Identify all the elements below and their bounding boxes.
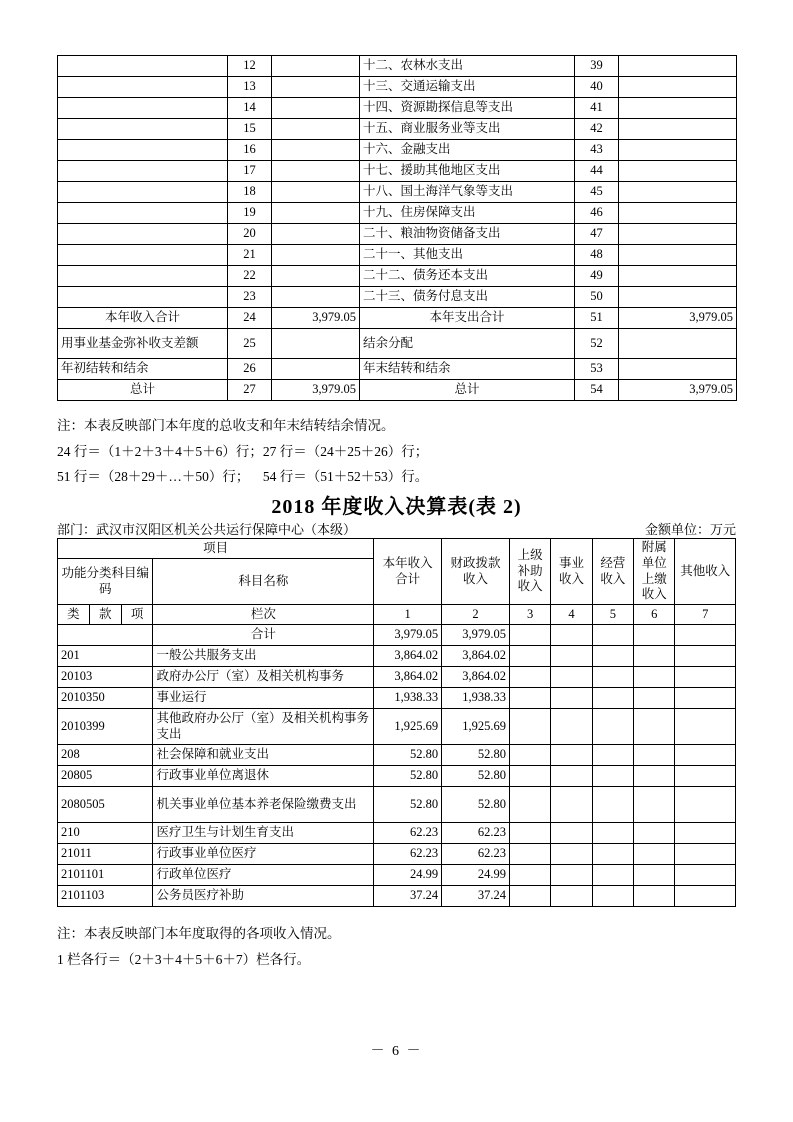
t1-left-amount (272, 140, 360, 161)
t2-total: 3,979.05 (374, 625, 442, 646)
t1-left-label (58, 245, 228, 266)
t1-right-amount (619, 329, 737, 359)
t1-left-label: 用事业基金弥补收支差额 (58, 329, 228, 359)
t2-other (675, 745, 736, 766)
t2-operating (592, 745, 633, 766)
t1-left-no: 16 (228, 140, 272, 161)
t1-left-no: 13 (228, 77, 272, 98)
t2-other (675, 865, 736, 886)
t1-right-amount (619, 287, 737, 308)
col-number: 1 (374, 605, 442, 625)
col-number: 5 (592, 605, 633, 625)
table2-header-row-3 (58, 605, 736, 625)
header-col-total: 本年收入合计 (374, 539, 442, 605)
t1-right-label: 十四、资源勘探信息等支出 (360, 98, 575, 119)
t1-left-label (58, 266, 228, 287)
t1-left-label (58, 56, 228, 77)
t1-right-amount (619, 77, 737, 98)
t1-right-amount (619, 161, 737, 182)
t1-left-amount (272, 182, 360, 203)
t2-affiliated (634, 667, 675, 688)
t2-operating (592, 865, 633, 886)
t1-right-amount (619, 98, 737, 119)
header-col-superior: 上级补助收入 (509, 539, 550, 605)
table-row (58, 844, 736, 865)
t2-career (551, 745, 592, 766)
t1-right-amount: 3,979.05 (619, 380, 737, 401)
t1-right-amount (619, 56, 737, 77)
t2-operating (592, 886, 633, 907)
t2-name: 一般公共服务支出 (153, 646, 374, 667)
t2-name: 社会保障和就业支出 (153, 745, 374, 766)
table1-notes (57, 413, 757, 490)
t2-name: 公务员医疗补助 (153, 886, 374, 907)
t2-code: 20103 (58, 667, 153, 688)
t2-name: 医疗卫生与计划生育支出 (153, 823, 374, 844)
t1-left-no: 26 (228, 359, 272, 380)
t1-right-amount (619, 266, 737, 287)
table-row (58, 245, 737, 266)
t2-affiliated (634, 865, 675, 886)
header-col-affiliated: 附属单位上缴收入 (634, 539, 675, 605)
t2-affiliated (634, 625, 675, 646)
t1-right-label: 十五、商业服务业等支出 (360, 119, 575, 140)
table-row (58, 182, 737, 203)
t1-left-no: 24 (228, 308, 272, 329)
t2-other (675, 625, 736, 646)
t1-right-label: 十九、住房保障支出 (360, 203, 575, 224)
t1-right-no: 41 (575, 98, 619, 119)
t1-left-amount (272, 119, 360, 140)
t1-right-amount (619, 359, 737, 380)
table-row (58, 98, 737, 119)
header-col-career: 事业收入 (551, 539, 592, 605)
t1-right-no: 53 (575, 359, 619, 380)
t1-right-label: 二十、粮油物资储备支出 (360, 224, 575, 245)
t1-left-no: 23 (228, 287, 272, 308)
t1-left-no: 12 (228, 56, 272, 77)
t2-other (675, 823, 736, 844)
t2-code: 208 (58, 745, 153, 766)
header-sub-kuan: 款 (89, 605, 121, 625)
t2-code: 2101101 (58, 865, 153, 886)
t2-operating (592, 709, 633, 745)
t1-right-label: 总计 (360, 380, 575, 401)
page-title: 2018 年度收入决算表(表 2) (271, 496, 522, 518)
t2-code: 2101103 (58, 886, 153, 907)
t2-total: 1,925.69 (374, 709, 442, 745)
header-col-operating: 经营收入 (592, 539, 633, 605)
t2-affiliated (634, 823, 675, 844)
t1-right-label: 十八、国土海洋气象等支出 (360, 182, 575, 203)
page-number-text: － 6 － (370, 1044, 423, 1059)
t2-operating (592, 766, 633, 787)
t1-right-label: 本年支出合计 (360, 308, 575, 329)
t1-right-no: 50 (575, 287, 619, 308)
table2-header-row-1 (58, 539, 736, 559)
t1-left-amount (272, 161, 360, 182)
table-row (58, 745, 736, 766)
t1-left-no: 22 (228, 266, 272, 287)
t1-left-label: 年初结转和结余 (58, 359, 228, 380)
t2-operating (592, 688, 633, 709)
t2-total: 52.80 (374, 787, 442, 823)
t2-superior (509, 688, 550, 709)
t2-code: 2010350 (58, 688, 153, 709)
t2-fiscal: 3,864.02 (442, 667, 510, 688)
t2-total: 62.23 (374, 844, 442, 865)
table-row (58, 886, 736, 907)
t2-superior (509, 667, 550, 688)
t1-right-no: 47 (575, 224, 619, 245)
t2-superior (509, 886, 550, 907)
t2-affiliated (634, 646, 675, 667)
t2-affiliated (634, 709, 675, 745)
t2-code: 20805 (58, 766, 153, 787)
table2 (57, 538, 736, 907)
t1-right-amount (619, 140, 737, 161)
t1-right-amount (619, 203, 737, 224)
t1-left-no: 21 (228, 245, 272, 266)
t1-left-label (58, 140, 228, 161)
t1-left-amount (272, 77, 360, 98)
t2-code: 201 (58, 646, 153, 667)
t1-left-amount (272, 359, 360, 380)
t2-name: 事业运行 (153, 688, 374, 709)
t2-career (551, 688, 592, 709)
t1-right-label: 十六、金融支出 (360, 140, 575, 161)
t1-left-no: 27 (228, 380, 272, 401)
header-subject-name: 科目名称 (153, 559, 374, 605)
page-number (0, 1040, 793, 1060)
t2-career (551, 787, 592, 823)
table-row (58, 359, 737, 380)
table1-note-line: 注：本表反映部门本年度的总收支和年末结转结余情况。 (57, 418, 395, 433)
t1-left-no: 19 (228, 203, 272, 224)
t1-left-label: 总计 (58, 380, 228, 401)
t2-code (58, 625, 153, 646)
t2-superior (509, 865, 550, 886)
t1-left-no: 18 (228, 182, 272, 203)
t1-left-label (58, 77, 228, 98)
t1-left-amount: 3,979.05 (272, 380, 360, 401)
t1-right-label: 十二、农林水支出 (360, 56, 575, 77)
t1-right-label: 十三、交通运输支出 (360, 77, 575, 98)
t2-fiscal: 3,979.05 (442, 625, 510, 646)
t2-total: 52.80 (374, 745, 442, 766)
t1-left-label (58, 224, 228, 245)
t1-left-amount (272, 203, 360, 224)
t1-left-label (58, 287, 228, 308)
t2-fiscal: 62.23 (442, 823, 510, 844)
t1-right-label: 年末结转和结余 (360, 359, 575, 380)
t2-other (675, 766, 736, 787)
table-row (58, 287, 737, 308)
t2-code: 21011 (58, 844, 153, 865)
t2-name: 其他政府办公厅（室）及相关机构事务支出 (153, 709, 374, 745)
t1-left-amount (272, 287, 360, 308)
table-row (58, 119, 737, 140)
table2-note-line: 1 栏各行＝（2＋3＋4＋5＋6＋7）栏各行。 (57, 951, 311, 967)
t2-affiliated (634, 745, 675, 766)
t1-right-amount (619, 224, 737, 245)
t2-other (675, 667, 736, 688)
header-sub-xiang: 项 (121, 605, 153, 625)
t2-name: 行政事业单位离退休 (153, 766, 374, 787)
t2-superior (509, 823, 550, 844)
t1-left-label (58, 98, 228, 119)
t2-career (551, 625, 592, 646)
t2-affiliated (634, 787, 675, 823)
table2-body (58, 625, 736, 907)
table-row (58, 646, 736, 667)
t2-other (675, 787, 736, 823)
t2-career (551, 766, 592, 787)
t1-right-no: 45 (575, 182, 619, 203)
t2-name: 机关事业单位基本养老保险缴费支出 (153, 787, 374, 823)
table-row (58, 865, 736, 886)
header-column-label: 栏次 (153, 605, 374, 625)
t2-fiscal: 52.80 (442, 745, 510, 766)
table-row-grand-total (58, 380, 737, 401)
t2-total: 37.24 (374, 886, 442, 907)
table-row (58, 140, 737, 161)
t2-total: 1,938.33 (374, 688, 442, 709)
t1-left-amount (272, 98, 360, 119)
table-row (58, 766, 736, 787)
t2-operating (592, 823, 633, 844)
table2-note-line: 注：本表反映部门本年度取得的各项收入情况。 (57, 926, 341, 941)
table-row-income-total (58, 308, 737, 329)
t1-right-no: 39 (575, 56, 619, 77)
t2-career (551, 709, 592, 745)
t1-right-no: 49 (575, 266, 619, 287)
col-number: 4 (551, 605, 592, 625)
t2-career (551, 823, 592, 844)
t1-left-label (58, 203, 228, 224)
col-number: 2 (442, 605, 510, 625)
t2-fiscal: 3,864.02 (442, 646, 510, 667)
t1-right-no: 40 (575, 77, 619, 98)
t2-other (675, 646, 736, 667)
t2-fiscal: 52.80 (442, 787, 510, 823)
t2-superior (509, 745, 550, 766)
t1-left-amount (272, 224, 360, 245)
t1-right-label: 二十一、其他支出 (360, 245, 575, 266)
t2-total: 62.23 (374, 823, 442, 844)
t2-superior (509, 766, 550, 787)
t1-left-no: 15 (228, 119, 272, 140)
table-row (58, 56, 737, 77)
t1-left-no: 20 (228, 224, 272, 245)
t1-right-no: 46 (575, 203, 619, 224)
t2-career (551, 646, 592, 667)
t1-right-label: 二十二、债务还本支出 (360, 266, 575, 287)
t1-right-no: 51 (575, 308, 619, 329)
t2-code: 2010399 (58, 709, 153, 745)
t1-left-no: 17 (228, 161, 272, 182)
income-final-account-table (57, 538, 736, 907)
t2-fiscal: 24.99 (442, 865, 510, 886)
t2-other (675, 688, 736, 709)
t1-right-no: 43 (575, 140, 619, 161)
t1-right-label: 结余分配 (360, 329, 575, 359)
t2-superior (509, 646, 550, 667)
t2-operating (592, 646, 633, 667)
table-row (58, 787, 736, 823)
t2-career (551, 886, 592, 907)
t1-left-amount (272, 245, 360, 266)
department-label: 部门：武汉市汉阳区机关公共运行保障中心（本级） (57, 522, 357, 537)
table-row (58, 688, 736, 709)
t1-left-amount (272, 56, 360, 77)
t2-total: 3,864.02 (374, 667, 442, 688)
col-number: 7 (675, 605, 736, 625)
t1-right-no: 48 (575, 245, 619, 266)
t1-left-amount (272, 329, 360, 359)
col-number: 3 (509, 605, 550, 625)
t1-left-amount (272, 266, 360, 287)
income-expense-summary-table-continuation (57, 55, 736, 401)
t2-operating (592, 844, 633, 865)
header-item-group: 项目 (58, 539, 374, 559)
header-col-fiscal: 财政拨款收入 (442, 539, 510, 605)
t1-right-label: 二十三、债务付息支出 (360, 287, 575, 308)
t2-other (675, 709, 736, 745)
table-row (58, 667, 736, 688)
t1-right-amount (619, 245, 737, 266)
t2-fiscal: 37.24 (442, 886, 510, 907)
t1-left-no: 14 (228, 98, 272, 119)
amount-unit-label: 金额单位：万元 (644, 522, 736, 537)
header-function-code: 功能分类科目编码 (58, 559, 153, 605)
t2-fiscal: 1,938.33 (442, 688, 510, 709)
table-row (58, 329, 737, 359)
table-row (58, 203, 737, 224)
t2-superior (509, 844, 550, 865)
t2-code: 2080505 (58, 787, 153, 823)
t1-right-no: 54 (575, 380, 619, 401)
table1-body (58, 56, 737, 401)
t1-right-amount (619, 182, 737, 203)
t1-right-no: 44 (575, 161, 619, 182)
t2-name: 合计 (153, 625, 374, 646)
t1-left-label (58, 182, 228, 203)
table-row-total (58, 625, 736, 646)
t1-left-amount: 3,979.05 (272, 308, 360, 329)
t1-left-label: 本年收入合计 (58, 308, 228, 329)
t2-affiliated (634, 886, 675, 907)
t1-right-amount: 3,979.05 (619, 308, 737, 329)
table1-note-line: 24 行＝（1＋2＋3＋4＋5＋6）行；27 行＝（24＋25＋26）行； (57, 443, 429, 459)
table2-meta (57, 519, 736, 538)
t1-left-no: 25 (228, 329, 272, 359)
t2-career (551, 844, 592, 865)
header-col-other: 其他收入 (675, 539, 736, 605)
table-row (58, 709, 736, 745)
t1-left-label (58, 161, 228, 182)
t1-right-amount (619, 119, 737, 140)
t2-total: 52.80 (374, 766, 442, 787)
t1-right-label: 十七、援助其他地区支出 (360, 161, 575, 182)
table2-head (58, 539, 736, 625)
t1-right-no: 52 (575, 329, 619, 359)
t2-affiliated (634, 844, 675, 865)
table2-notes (57, 921, 757, 972)
table1 (57, 55, 737, 401)
t2-superior (509, 787, 550, 823)
t2-operating (592, 625, 633, 646)
table-row (58, 823, 736, 844)
t2-total: 3,864.02 (374, 646, 442, 667)
t2-other (675, 844, 736, 865)
table-row (58, 224, 737, 245)
table-row (58, 161, 737, 182)
t2-career (551, 667, 592, 688)
table1-note-line: 51 行＝（28＋29＋…＋50）行； 54 行＝（51＋52＋53）行。 (57, 469, 429, 485)
t2-affiliated (634, 766, 675, 787)
t1-right-no: 42 (575, 119, 619, 140)
t2-code: 210 (58, 823, 153, 844)
t2-name: 行政事业单位医疗 (153, 844, 374, 865)
t2-affiliated (634, 688, 675, 709)
t2-superior (509, 625, 550, 646)
table-row (58, 266, 737, 287)
t1-left-label (58, 119, 228, 140)
t2-operating (592, 667, 633, 688)
t2-career (551, 865, 592, 886)
col-number: 6 (634, 605, 675, 625)
t2-fiscal: 62.23 (442, 844, 510, 865)
t2-fiscal: 1,925.69 (442, 709, 510, 745)
t2-name: 政府办公厅（室）及相关机构事务 (153, 667, 374, 688)
t2-name: 行政单位医疗 (153, 865, 374, 886)
table-row (58, 77, 737, 98)
t2-other (675, 886, 736, 907)
header-sub-class: 类 (58, 605, 90, 625)
t2-total: 24.99 (374, 865, 442, 886)
t2-operating (592, 787, 633, 823)
t2-superior (509, 709, 550, 745)
t2-fiscal: 52.80 (442, 766, 510, 787)
